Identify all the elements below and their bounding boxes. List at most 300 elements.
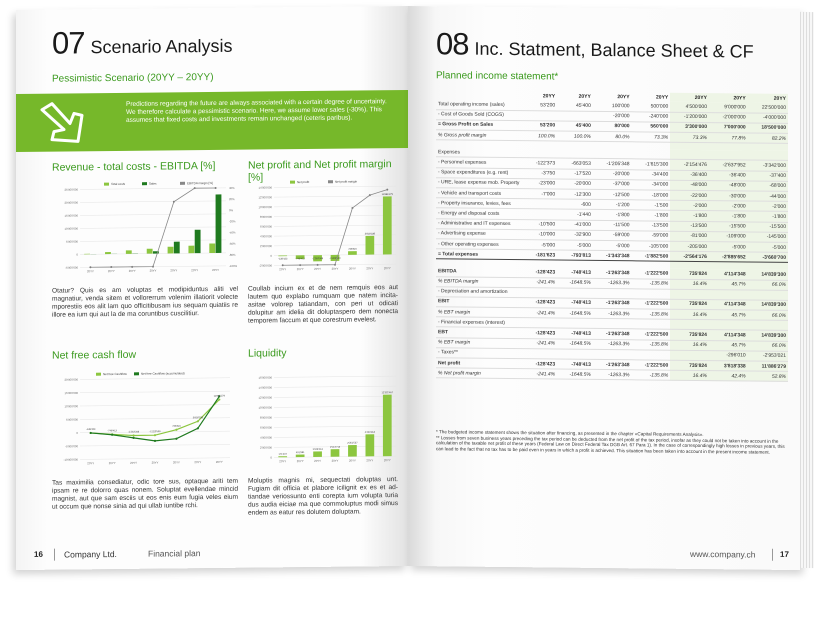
table-cell [670, 289, 709, 300]
x-tick-label: 20YY [108, 461, 116, 466]
table-cell [670, 319, 709, 330]
gridline [274, 186, 396, 187]
y-tick-label: 2'000'000 [260, 445, 272, 450]
x-tick-label: 20YY [366, 458, 374, 463]
table-cell: -48'000 [670, 180, 709, 191]
page-title: Scenario Analysis [90, 35, 233, 58]
revenue-chart [46, 178, 242, 280]
data-label: 11'886'279 [213, 394, 225, 398]
table-cell: -135.8% [632, 339, 671, 350]
table-cell: -1'200'000 [670, 112, 709, 123]
bar-total-costs [126, 250, 132, 254]
table-cell: -2'885'652 [709, 252, 748, 263]
table-cell: -23'000 [524, 178, 557, 189]
table-cell [524, 318, 557, 329]
legend-entry: Net profit [297, 179, 310, 185]
body-text-2: Coullab incium ex et de nem remquis eos aut lautem quo explabo rumquam que natem incita-asitae volorep tatiandam, con peri ut odicati dolupitur am idelia dit doluptaspero dem nonecta temporem faccum et que corestrum evelest. [248, 284, 398, 325]
x-tick-label: 20YY [170, 268, 178, 273]
row-label: = Total expenses [436, 249, 524, 260]
table-cell: 9'000'000 [709, 102, 748, 113]
table-cell: -1'800 [593, 210, 632, 221]
y-tick-label: 15'000'000 [64, 213, 78, 218]
year-header: 20YY [670, 93, 709, 102]
table-cell: -205'000 [670, 241, 709, 252]
table-cell: 16.4% [670, 340, 709, 351]
row-label: % EBITDA margin [436, 276, 524, 287]
y-tick-label: 14'000'000 [258, 385, 272, 390]
bar-net-profit [348, 251, 357, 255]
row-label: - Administrative and IT expenses [436, 218, 524, 229]
table-cell: -145'000 [748, 232, 788, 243]
x-tick-label: 20YY [87, 269, 94, 274]
y2-tick-label: -60% [229, 241, 236, 246]
table-cell: -135.8% [632, 309, 671, 320]
table-cell: -1263.3% [593, 370, 632, 381]
table-cell: -3'660'700 [748, 252, 788, 263]
row-label: - Personnel expenses [436, 157, 524, 168]
table-cell: 42.4% [709, 371, 748, 382]
table-cell [593, 149, 632, 160]
right-heading [436, 26, 754, 65]
table-cell [524, 148, 557, 159]
table-cell: -1263.3% [593, 308, 632, 319]
table-cell: -1263.3% [593, 278, 632, 289]
footer-website: www.company.ch [690, 548, 756, 560]
row-label: Expenses [436, 147, 524, 158]
table-cell [670, 350, 709, 361]
data-label: 171'407 [278, 452, 287, 456]
legend-swatch [290, 181, 295, 184]
table-cell: -241.4% [524, 308, 557, 319]
row-label: - Vehicle and transport costs [436, 188, 524, 199]
table-cell: -68'000 [748, 181, 788, 192]
row-label: % Net profit margin [436, 368, 524, 379]
table-cell: -10'000 [524, 229, 557, 240]
data-label: -1'222'500 [329, 256, 341, 261]
y-tick-label: -10'000'000 [63, 457, 78, 462]
data-label: -748'413 [107, 429, 117, 433]
x-tick-label: 20YY [331, 458, 339, 463]
table-cell: 14'839'300 [748, 300, 788, 311]
chart-title-liquidity: Liquidity [248, 347, 287, 360]
gridline [274, 436, 396, 437]
table-cell: -13'500 [632, 220, 671, 231]
table-cell [524, 287, 557, 298]
footer-divider [54, 549, 55, 561]
data-label: 2'261'537 [347, 441, 358, 445]
table-cell: -18'000 [632, 190, 671, 201]
row-label: Net profit [436, 358, 524, 369]
table-cell: 80.0% [593, 131, 632, 142]
x-tick-label: 20YY [279, 459, 287, 464]
row-label: % EBT margin [436, 337, 524, 348]
page-title-right: Inc. Statment, Balance Sheet & CF [474, 38, 754, 62]
gridline [274, 245, 396, 246]
table-cell: 4'500'000 [670, 102, 709, 113]
gridline [80, 240, 226, 242]
table-cell: -2'154'476 [670, 160, 709, 171]
x-tick-label: 20YY [383, 266, 391, 271]
table-cell: 73.3% [670, 132, 709, 143]
table-cell: -1'500 [632, 200, 671, 211]
netprofit-chart [244, 176, 404, 278]
row-label: % Gross profit margin [436, 130, 524, 141]
data-label: -1'263'348 [128, 430, 140, 434]
x-tick-label: 20YY [191, 268, 199, 273]
table-cell: -30'000 [709, 191, 748, 202]
table-cell: 100.0% [557, 131, 593, 142]
table-cell [709, 320, 748, 331]
legend-swatch [134, 372, 139, 375]
legend-entry: EBITDA margin [%] [187, 180, 213, 186]
legend-entry: Total costs [111, 181, 126, 187]
table-cell: -109'000 [709, 231, 748, 242]
y-tick-label: 15'000'000 [64, 390, 78, 396]
gridline [274, 196, 396, 197]
data-label: 12'321'467 [381, 391, 394, 395]
table-cell [593, 288, 632, 299]
table-cell [524, 110, 557, 121]
arrow-down-right-icon [36, 99, 86, 146]
table-cell [557, 148, 593, 159]
table-cell: -1'800 [709, 211, 748, 222]
y-tick-label: 6'000'000 [260, 425, 272, 430]
data-label: -128'423 [86, 427, 96, 431]
y-tick-label: 10'000'000 [258, 405, 272, 410]
table-cell: -1'800 [748, 211, 788, 222]
x-tick-label: 20YY [128, 268, 136, 273]
page-edge [800, 12, 814, 568]
income-statement-table [436, 90, 788, 382]
year-header: 20YY [656, 94, 669, 101]
table-cell: -34'400 [632, 169, 671, 180]
table-subtitle: Planned income statement* [436, 70, 559, 83]
data-label: 1'544'713 [329, 445, 341, 449]
row-label: - Space expenditures (e.g. rent) [436, 167, 524, 178]
table-cell: 14'839'300 [748, 330, 788, 341]
table-cell: -1'222'500 [632, 360, 671, 371]
table-cell: 16.4% [670, 309, 709, 320]
table-cell: -1'205'348 [593, 159, 632, 170]
table-cell [632, 288, 671, 299]
page-subtitle: Pessimistic Scenario (20YY – 20YY) [52, 71, 214, 85]
year-header: 20YY [709, 93, 748, 102]
table-cell: 3'300'000 [670, 122, 709, 133]
table-cell: 4'114'348 [709, 299, 748, 310]
table-cell: -20'000 [593, 169, 632, 180]
row-label: EBIT [436, 297, 524, 308]
table-cell: -59'000 [632, 231, 671, 242]
brochure-spread [6, 8, 812, 573]
table-cell: -2'000 [748, 201, 788, 212]
table-cell: -128'423 [524, 298, 557, 309]
gridline [80, 227, 226, 229]
data-label: 3'818'338 [192, 416, 203, 420]
x-tick-label: 20YY [296, 459, 304, 464]
table-cell: -1'263'348 [593, 329, 632, 340]
footer-divider-right [772, 549, 773, 561]
table-cell: -1'200 [593, 200, 632, 211]
gridline [274, 206, 396, 207]
chart-title-revenue: Revenue - total costs - EBITDA [%] [52, 159, 216, 174]
left-heading [52, 24, 233, 62]
footnote-1: * The budgeted income statement shows the situation after financing, as presented in the chapter «Capital Requirements Analysis». [436, 429, 704, 438]
legend-entry: Sales [149, 181, 157, 186]
table-cell [632, 149, 671, 160]
year-header: 20YY [748, 94, 788, 103]
y-tick-label: 5'000'000 [66, 417, 78, 422]
x-tick-label: 20YY [349, 458, 356, 463]
table-cell [670, 149, 709, 160]
bar-sales [195, 230, 201, 253]
bar-liquidity [331, 449, 340, 457]
table-cell: -600 [557, 199, 593, 210]
bar-liquidity [366, 434, 375, 456]
table-cell [524, 209, 557, 220]
table-cell [557, 349, 593, 360]
table-cell [593, 319, 632, 330]
y-tick-label: 4'000'000 [260, 234, 272, 239]
table-cell: 45.7% [709, 340, 748, 351]
data-label: 4'404'913 [364, 430, 375, 434]
y-tick-label: 0 [76, 430, 78, 435]
table-cell: -663'053 [557, 158, 593, 169]
bar-net-profit [366, 236, 375, 255]
page-number-left: 16 [34, 549, 43, 559]
left-page [16, 6, 408, 570]
table-cell: -41'000 [557, 220, 593, 231]
table-cell: -37'400 [748, 171, 788, 182]
table-cell: -1648.5% [557, 308, 593, 319]
chart-title-cashflow: Net free cash flow [52, 348, 137, 362]
body-text-3: Tas maximilia consediatur, odic tore sus, optaque ariti tem ipsam re re dolorro quas nonem. Soluptat evellendae mincid magnist, aut que sam esciis ut eos enis eum fugia veles eium ut occum que nonse sinia ad qui ullab iuntibe rchi. [52, 477, 238, 511]
legend-swatch [142, 182, 147, 185]
body-text-1: Otatur? Quis es am voluptas et modipiduntus aliti vel magnatiur, venda sitem et vollorerrum volenim illatiorit volecte mporestiis eos alit lam quo officitibusam ius sequam quiatiis re illore ea ium qui aut la de ma coruntibus cuscilitiur. [52, 285, 238, 319]
data-label: -1'263'348 [312, 257, 324, 261]
table-cell: -10'500 [524, 219, 557, 230]
table-cell: -5'000 [709, 242, 748, 253]
table-cell: 735'824 [670, 360, 709, 371]
table-cell: 45'400 [557, 121, 593, 132]
table-cell: 53'200 [524, 121, 557, 132]
data-label: -128'423 [278, 257, 288, 261]
body-text-4: Moluptis magnis mi, sequectati doluptas unt. Fugiam dit officia et plabore icilignit ex es et ad-tiandae veriossunto enti corepta ium volupta turia dus audia eiciae ma que commoluptus modi simus endem as eatur res dolutem doluptam. [248, 476, 398, 517]
legend-swatch [180, 182, 185, 185]
table-cell: -2'953'021 [748, 351, 788, 362]
table-cell: 80'000 [593, 121, 632, 132]
table-cell: -13'500 [670, 221, 709, 232]
table-cell: -2'564'176 [670, 251, 709, 262]
table-cell: -15'500 [709, 221, 748, 232]
gridline [274, 426, 396, 427]
table-cell: -181'623 [524, 250, 557, 261]
y-tick-label: 2'000'000 [260, 244, 272, 249]
x-tick-label: 20YY [383, 458, 391, 463]
row-label: % EBT margin [436, 307, 524, 318]
table-cell: 100.0% [524, 131, 557, 142]
table-cell: -2'637'952 [709, 160, 748, 171]
y-tick-label: 5'000'000 [66, 239, 78, 244]
table-cell [524, 199, 557, 210]
footnote-2: ** Losses from seven business years preceding the tax period can be deducted from the net profit of the tax period, insofar as they could not be taken into account in the calculation of the taxable net profit of these years (Federal Law on Direct Federal Tax DGB Art. 67 Para 1). In the case of correspondingly high losses in previous years, this can lead to the fact that no tax has to be paid even in years in which a profit is achieved. This situation has been taken into account in the present income statement. [436, 434, 785, 455]
table-cell [593, 349, 632, 360]
table-cell [709, 150, 748, 161]
table-cell: 82.2% [748, 133, 788, 144]
legend-entry: Net profit margin [335, 179, 358, 184]
table-cell: -36'400 [709, 170, 748, 181]
row-label: - Other operating expenses [436, 239, 524, 250]
gridline [80, 391, 230, 393]
table-cell: -5'000 [593, 240, 632, 251]
y-tick-label: 4'000'000 [260, 435, 272, 440]
y-tick-label: 0 [270, 455, 272, 460]
year-header: 20YY [617, 93, 630, 100]
table-cell: -241.4% [524, 277, 557, 288]
y-tick-label: 20'000'000 [64, 377, 78, 382]
y-tick-label: 6'000'000 [260, 224, 272, 229]
table-cell: -48'000 [709, 180, 748, 191]
table-cell: -1648.5% [557, 369, 593, 380]
table-cell: -59'000 [593, 230, 632, 241]
table-cell: -241.4% [524, 338, 557, 349]
table-cell: 7'000'000 [709, 122, 748, 133]
y-tick-label: 8'000'000 [260, 415, 272, 420]
table-cell: 53'200 [524, 100, 557, 111]
bar-total-costs [147, 249, 153, 254]
row-label: - Depreciation and amortization [436, 286, 524, 297]
data-label: 491'981 [295, 451, 305, 455]
table-cell: 66.0% [748, 280, 788, 291]
x-tick-label: 20YY [366, 266, 374, 271]
table-cell: -105'000 [632, 241, 671, 252]
y2-tick-label: -80% [229, 252, 236, 257]
cashflow-chart [46, 368, 242, 474]
table-cell: 500'000 [632, 101, 671, 112]
y2-tick-label: 40% [229, 185, 235, 191]
gridline [274, 376, 396, 377]
table-cell: -5'000 [524, 240, 557, 251]
bar-total-costs [209, 243, 215, 253]
table-cell: -1'800 [670, 211, 709, 222]
y-tick-label: 10'000'000 [258, 205, 272, 210]
table-cell: -20'000 [593, 111, 632, 122]
table-cell [748, 320, 788, 331]
table-cell: 14'839'300 [748, 269, 788, 280]
data-label: -748'413 [295, 257, 305, 261]
gridline [274, 406, 396, 407]
y-tick-label: 10'000'000 [64, 404, 78, 409]
table-cell: -122'373 [524, 158, 557, 169]
data-label: 735'824 [348, 247, 357, 251]
table-cell: -1'222'500 [632, 268, 671, 279]
banner-text: Predictions regarding the future are always associated with a certain degree of uncertainty. We therefore calculate a pessimistic scenario. Here, we assume lower sales (-30%). This assumes that fixed costs and investments remain unchanged (ceteris paribus). [126, 98, 387, 124]
table-cell: -3'342'000 [748, 160, 788, 171]
y2-tick-label: 0% [229, 208, 234, 213]
y-tick-label: 25'000'000 [64, 187, 78, 192]
table-cell: -12'300 [557, 189, 593, 200]
table-cell: 45.7% [709, 310, 748, 321]
x-tick-label: 20YY [349, 266, 356, 271]
x-tick-label: 20YY [314, 458, 321, 463]
table-cell: 18'500'000 [748, 123, 788, 134]
section-number: 07 [52, 25, 85, 61]
y-tick-label: 12'000'000 [258, 195, 272, 200]
gridline [80, 418, 230, 420]
data-label: 735'824 [172, 424, 181, 428]
bar-liquidity [278, 456, 287, 457]
table-cell: 4'114'348 [709, 330, 748, 341]
table-cell: -240'000 [632, 111, 671, 122]
gridline [80, 201, 226, 203]
bar-sales [174, 242, 180, 254]
table-cell: -2'000 [670, 200, 709, 211]
row-label: EBITDA [436, 266, 524, 277]
table-cell: 11'886'279 [748, 361, 788, 372]
table-cell: 560'000 [632, 122, 671, 133]
y2-tick-label: -100% [229, 263, 238, 269]
x-tick-label: 20YY [314, 266, 321, 271]
table-cell: -1263.3% [593, 339, 632, 350]
table-cell: 73.3% [632, 132, 671, 143]
gridline [80, 214, 226, 216]
table-cell: 66.0% [748, 341, 788, 352]
bar-total-costs [188, 246, 194, 254]
x-tick-label: 20YY [87, 461, 95, 466]
y-tick-label: -5'000'000 [65, 265, 78, 270]
row-label: - Taxes** [436, 348, 524, 359]
row-label: - Advertising expense [436, 228, 524, 239]
gridline [274, 386, 396, 387]
table-cell: -3'750 [524, 168, 557, 179]
bar-net-profit [278, 255, 287, 256]
table-cell: -748'413 [557, 267, 593, 278]
table-cell: -1648.5% [557, 278, 593, 289]
data-label: 11'886'279 [381, 192, 393, 197]
table-cell: -128'423 [524, 267, 557, 278]
bar-liquidity [348, 445, 357, 457]
legend-swatch [104, 183, 109, 186]
table-cell: -1648.5% [557, 339, 593, 350]
table-cell: -12'500 [593, 189, 632, 200]
legend-entry: Net free Cashflow (accumulated) [141, 371, 185, 376]
table-cell: 45'400 [557, 101, 593, 112]
row-label: - URE, lease expense mob. Property [436, 178, 524, 189]
table-cell: -128'423 [524, 328, 557, 339]
row-label: - Property insurance, levies, fees [436, 198, 524, 209]
table-cell: -2'000'000 [709, 112, 748, 123]
gridline [274, 215, 396, 216]
table-cell: -4'000'000 [748, 113, 788, 124]
table-cell: -2'000 [709, 201, 748, 212]
bar-liquidity [313, 451, 322, 457]
right-page [408, 6, 800, 570]
table-cell: -135.8% [632, 278, 671, 289]
table-cell: 735'824 [670, 330, 709, 341]
table-cell: -1'615'300 [632, 159, 671, 170]
table-cell: -32'900 [557, 230, 593, 241]
table-cell: 45.7% [709, 279, 748, 290]
table-cell: -22'000 [670, 190, 709, 201]
table-cell [524, 348, 557, 359]
footnotes [436, 429, 790, 455]
year-header: 20YY [542, 92, 556, 99]
table-cell: 16.4% [670, 370, 709, 381]
table-cell: -748'413 [557, 359, 593, 370]
table-cell: -7'000 [524, 189, 557, 200]
y2-tick-label: -20% [229, 219, 236, 224]
x-tick-label: 20YY [194, 460, 202, 465]
table-cell: -15'500 [748, 222, 788, 233]
